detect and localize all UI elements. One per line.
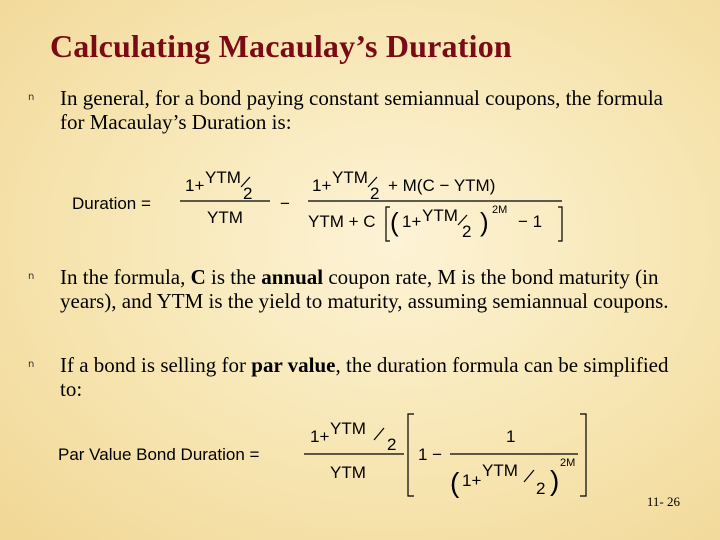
formula1-ytm-a: YTM [205,168,241,187]
formula2-ytm-a: YTM [330,419,366,438]
formula2-lhs: Par Value Bond Duration = [58,445,260,464]
formula2-ytm-c: YTM [482,461,518,480]
formula2-one-numer: 1 [506,427,516,446]
formula1-minus-one: − 1 [518,212,543,231]
formula1-plus-m: + M(C − YTM) [388,176,496,195]
formula1-paren-close: ) [480,207,489,237]
bullet-marker: n [28,92,35,103]
bullet-3-seg-2: , the duration formula can be simplified to: [60,353,669,401]
formula1-one-plus: 1+ [185,176,205,195]
formula2-one-plus: 1+ [310,427,330,446]
bullet-text-3 [60,353,688,401]
bullet-text-2 [60,265,688,313]
bullet-marker: n [28,271,35,282]
formula1-minus: − [280,194,290,213]
page-number: 11- 26 [646,494,680,509]
bullet-3-seg-0: If a bond is selling for [60,353,252,377]
bullet-marker: n [28,359,35,370]
bullet-2-seg-3: annual [261,265,324,289]
formula1-ytm-d: YTM [422,206,458,225]
page-title: Calculating Macaulay’s Duration [50,28,512,64]
formula1-ytm-c: YTM [332,168,368,187]
bullet-item-3 [28,353,688,401]
formula1-one-plus-c: 1+ [402,212,422,231]
formula2-one-minus: 1 − [418,445,443,464]
formula2-one-plus-b: 1+ [462,471,482,490]
formula1-ytm-b: YTM [207,208,243,227]
formula2-ytm-b: YTM [330,463,366,482]
bullet-1-seg-0: In general, for a bond paying constant semiannual coupons, the formula for Macaulay’s Duration is: [60,86,663,134]
formula1-paren-open: ( [390,207,399,237]
formula2-two-a: 2 [387,435,397,454]
bullet-item-1 [28,86,688,134]
formula2-paren-open: ( [450,467,460,498]
formula1-exponent: 2M [492,204,508,216]
bullet-2-seg-0: In the formula, [60,265,191,289]
bullet-text-1 [60,86,688,134]
formula2-paren-close: ) [550,465,560,496]
formula1-two-a: 2 [243,184,253,203]
formula2-two-b: 2 [536,479,546,498]
bullet-2-seg-4: coupon rate, M is the bond maturity (in years), and YTM is the yield to maturity, assuming semiannual coupons. [60,265,669,313]
bullet-item-2 [28,265,688,313]
bullet-2-seg-2: is the [205,265,262,289]
formula2-exponent: 2M [560,457,576,469]
bullet-3-seg-1: par value [251,353,336,377]
formula1-one-plus-b: 1+ [312,176,332,195]
formula1-two-c: 2 [462,222,472,241]
duration-formula [72,165,592,245]
formula1-lhs: Duration = [72,194,151,213]
par-value-duration-formula [58,410,598,500]
bullet-2-seg-1: C [190,265,206,289]
formula1-ytm-plus-c: YTM + C [308,212,376,231]
formula1-two-b: 2 [370,184,380,203]
